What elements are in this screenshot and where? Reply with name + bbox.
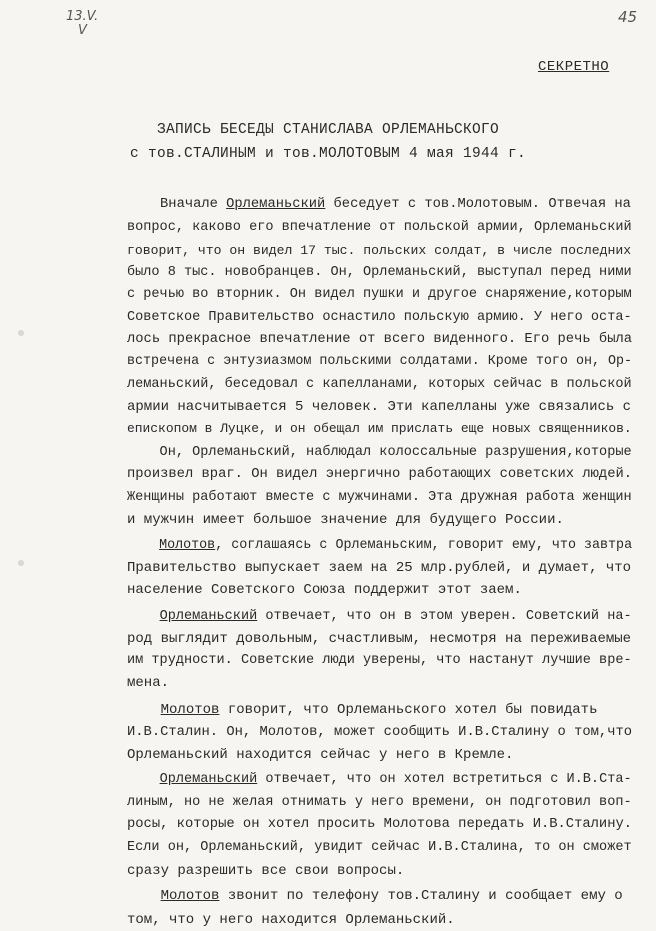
text-span: том, что у него находится Орлеманьский.	[127, 912, 455, 928]
text-span	[127, 888, 161, 904]
text-span	[127, 772, 160, 787]
text-span	[127, 538, 159, 553]
text-span: род выглядит довольным, счастливым, несмотря на переживаемые	[127, 631, 632, 647]
text-line	[127, 816, 632, 834]
text-line	[127, 724, 632, 742]
text-span: говорит, что Орлеманьского хотел бы повидать	[219, 702, 598, 718]
handwritten-check-mark: V	[78, 23, 87, 38]
text-span: леманьский, беседовал с капелланами, которых сейчас в польской	[127, 377, 632, 392]
text-span: Вначале	[127, 197, 227, 212]
handwritten-note	[66, 10, 98, 38]
text-span: Советское Правительство оснастило польскую армию. У него оста-	[127, 310, 632, 325]
text-span: отвечает, что он хотел встретиться с И.В.Ста-	[257, 772, 632, 787]
text-span: произвел враг. Он видел энергично работающих советских людей.	[127, 467, 633, 482]
text-span: им трудности. Советские люди уверены, что настанут лучшие вре-	[127, 653, 632, 668]
text-line	[127, 701, 597, 719]
text-span: беседует с тов.Молотовым. Отвечая на	[325, 197, 631, 212]
text-line	[127, 911, 455, 929]
text-span: Правительство выпускает заем на 25 млр.рублей, и думает, что	[127, 560, 632, 576]
text-span: вопрос, каково его впечатление от польской армии, Орлеманьский	[127, 220, 632, 235]
text-span: лось прекрасное впечатление от всего виденного. Его речь была	[127, 332, 633, 347]
text-line	[127, 559, 631, 577]
text-span: Он, Орлеманьский, наблюдал колоссальные разрушения,которые	[127, 445, 632, 460]
speaker-name: Орлеманьский	[159, 772, 258, 787]
text-line	[127, 794, 632, 812]
document-title: ЗАПИСЬ БЕСЕДЫ СТАНИСЛАВА ОРЛЕМАНЬСКОГО	[156, 122, 500, 138]
text-line	[127, 286, 632, 304]
secret-stamp: СЕКРЕТНО	[538, 59, 610, 75]
text-span: сразу разрешить все свои вопросы.	[127, 863, 405, 879]
text-line	[127, 353, 632, 371]
text-line	[127, 196, 631, 214]
text-span: с речью во вторник. Он видел пушки и другое снаряжение,которым	[127, 287, 632, 302]
text-line	[127, 771, 632, 789]
text-span: и мужчин имеет большое значение для будущего России.	[127, 512, 564, 528]
text-line	[127, 466, 632, 484]
text-line	[127, 887, 623, 905]
text-line	[127, 839, 632, 857]
speaker-name: Орлеманьский	[159, 609, 258, 624]
speaker-name: Орлеманьский	[226, 197, 326, 212]
speaker-name: Молотов	[160, 888, 220, 904]
text-line	[127, 398, 631, 416]
text-span: население Советского Союза поддержит этот заем.	[127, 582, 522, 598]
text-span: И.В.Сталин. Он, Молотов, может сообщить И.В.Сталину о том,что	[127, 725, 633, 740]
text-span: Если он, Орлеманьский, увидит сейчас И.В.Сталина, то он сможет	[127, 840, 632, 855]
text-line	[127, 219, 632, 237]
text-span: Женщины работают вместе с мужчинами. Эта дружная работа женщин	[127, 490, 632, 505]
text-span: линым, но не желая отнимать у него времени, он подготовил воп-	[127, 795, 632, 810]
text-span: мена.	[127, 675, 170, 691]
text-span: было 8 тыс. новобранцев. Он, Орлеманьский, выступал перед ними	[127, 265, 632, 280]
text-line	[127, 674, 169, 692]
speaker-name: Молотов	[159, 538, 216, 553]
text-line	[127, 511, 564, 529]
text-line	[127, 242, 631, 260]
punch-hole	[18, 560, 24, 566]
text-line	[127, 376, 632, 394]
text-line	[127, 489, 632, 507]
text-line	[127, 331, 632, 349]
text-line	[127, 652, 632, 670]
text-span: епископом в Луцке, и он обещал им прислать еще новых священников.	[127, 421, 632, 436]
text-line	[127, 264, 632, 282]
text-span: встречена с энтузиазмом польскими солдатами. Кроме того он, Ор-	[127, 354, 633, 369]
text-span: армии насчитывается 5 человек. Эти капелланы уже связались с	[127, 399, 632, 415]
text-span: , соглашаясь с Орлеманьским, говорит ему, что завтра	[215, 538, 633, 553]
text-span: звонит по телефону тов.Сталину и сообщает ему о	[219, 888, 623, 904]
text-line	[127, 309, 632, 327]
handwritten-page-number: 45	[618, 8, 638, 26]
text-line	[127, 746, 513, 764]
document-subtitle: с тов.СТАЛИНЫМ и тов.МОЛОТОВЫМ 4 мая 1944 г.	[129, 146, 527, 162]
punch-hole	[18, 330, 24, 336]
handwritten-date: 13.V.	[66, 9, 99, 24]
text-span: отвечает, что он в этом уверен. Советский на-	[257, 609, 632, 624]
text-line	[127, 581, 522, 599]
text-line	[127, 862, 404, 880]
text-line	[127, 537, 632, 555]
text-line	[127, 420, 632, 438]
text-span: говорит, что он видел 17 тыс. польских солдат, в числе последних	[127, 243, 632, 258]
text-span: Орлеманьский находится сейчас у него в Кремле.	[127, 747, 514, 763]
text-line	[127, 608, 632, 626]
text-line	[127, 630, 631, 648]
text-span	[127, 702, 161, 718]
text-span	[127, 609, 160, 624]
speaker-name: Молотов	[160, 702, 220, 718]
text-line	[127, 444, 632, 462]
text-span: росы, которые он хотел просить Молотова передать И.В.Сталину.	[127, 817, 633, 832]
